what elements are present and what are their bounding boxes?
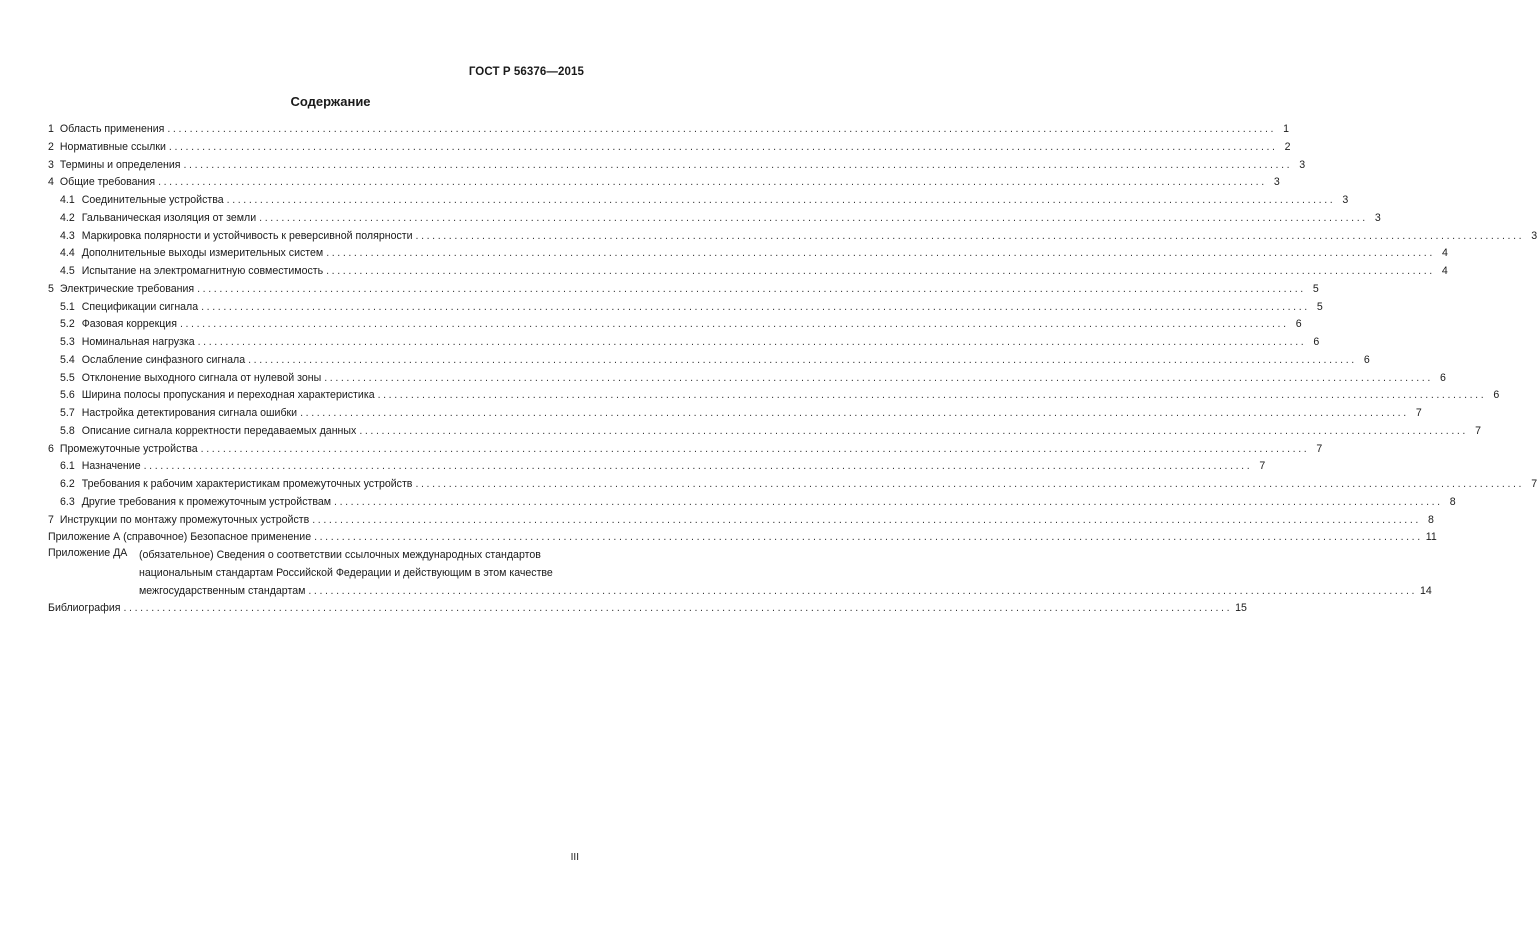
- toc-entry-label: Гальваническая изоляция от земли: [81, 211, 257, 224]
- toc-entry-label: Инструкции по монтажу промежуточных устройств: [59, 513, 310, 526]
- toc-entry[interactable]: [48, 512, 1434, 530]
- toc-entry-page: 6: [1493, 389, 1500, 402]
- toc-entry-text: [60, 334, 195, 352]
- toc-entry-number: 7: [48, 513, 54, 526]
- toc-entry-text: [48, 121, 164, 139]
- toc-entry-label: Ослабление синфазного сигнала: [81, 353, 246, 366]
- toc-leader-dots: ........................................................................................................................................................................................................: [123, 602, 1233, 615]
- toc-entry-prefix: Приложение ДА: [48, 547, 128, 559]
- toc-entry-line: национальным стандартам Российской Федерации и действующим в этом качестве: [139, 566, 553, 579]
- toc-entry-number: 1: [48, 123, 54, 135]
- toc-entry-label: Ширина полосы пропускания и переходная характеристика: [81, 389, 375, 402]
- toc-entry-text: [60, 299, 198, 317]
- toc-leader-dots: ........................................................................................................................................................................................................: [415, 478, 1525, 490]
- toc-leader-dots: ........................................................................................................................................................................................................: [167, 123, 1277, 135]
- toc-entry-label: Промежуточные устройства: [59, 442, 198, 455]
- toc-entry-number: 5.7: [60, 407, 75, 419]
- toc-entry[interactable]: [48, 316, 1302, 334]
- toc-entry-number: 4.1: [60, 194, 75, 206]
- toc-leader-dots: ........................................................................................................................................................................................................: [377, 389, 1487, 402]
- toc-entry-number: 3: [48, 158, 54, 171]
- toc-leader-dots: ........................................................................................................................................................................................................: [143, 460, 1253, 473]
- toc-entry-number: 5.4: [60, 353, 75, 366]
- toc-title: Содержание: [290, 94, 371, 109]
- toc-entry-number: 5.5: [60, 371, 75, 384]
- toc-entry-number: 5.3: [60, 336, 75, 348]
- toc-leader-dots: ........................................................................................................................................................................................................: [324, 371, 1433, 384]
- toc-entry[interactable]: [48, 121, 1290, 139]
- toc-leader-dots: ........................................................................................................................................................................................................: [259, 211, 1368, 224]
- toc-entry-text: [60, 228, 413, 246]
- toc-entry[interactable]: [48, 441, 1323, 459]
- toc-entry-page: 3: [1374, 211, 1381, 224]
- toc-leader-dots: ........................................................................................................................................................................................................: [168, 140, 1278, 153]
- toc-entry-label: Дополнительные выходы измерительных систем: [81, 247, 324, 260]
- toc-entry-page: 6: [1363, 353, 1370, 366]
- toc-entry-line: межгосударственным стандартам: [139, 584, 306, 597]
- toc-entry-label: Назначение: [81, 460, 141, 473]
- toc-entry-number: 5.1: [60, 300, 75, 313]
- page-number: III: [570, 852, 579, 863]
- toc-entry[interactable]: [48, 157, 1306, 175]
- toc-entry-label: Нормативные ссылки: [59, 140, 166, 153]
- toc-leader-dots: ........................................................................................................................................................................................................: [200, 442, 1310, 455]
- toc-entry[interactable]: [48, 281, 1319, 299]
- toc-leader-dots: ........................................................................................................................................................................................................: [326, 265, 1435, 277]
- toc-entry-label: Описание сигнала корректности передаваемых данных: [81, 424, 357, 437]
- toc-entry-number: 6: [48, 442, 54, 455]
- toc-entry-text: [60, 316, 177, 334]
- toc-entry[interactable]: [48, 174, 1280, 192]
- toc-leader-dots: ........................................................................................................................................................................................................: [314, 531, 1423, 544]
- toc-entry[interactable]: [48, 245, 1448, 263]
- toc-entry[interactable]: [48, 210, 1381, 228]
- toc-leader-dots: ........................................................................................................................................................................................................: [158, 176, 1267, 189]
- toc-entry[interactable]: [48, 263, 1448, 281]
- toc-entry-label: Маркировка полярности и устойчивость к реверсивной полярности: [81, 229, 413, 242]
- toc-entry-label: Настройка детектирования сигнала ошибки: [81, 407, 298, 419]
- toc-entry-text: [60, 352, 245, 370]
- toc-leader-dots: ........................................................................................................................................................................................................: [326, 247, 1435, 260]
- toc-entry[interactable]: [48, 299, 1323, 317]
- toc-leader-dots: ........................................................................................................................................................................................................: [197, 336, 1307, 348]
- toc-leader-dots: ........................................................................................................................................................................................................: [312, 513, 1421, 526]
- toc-entry-number: 4.5: [60, 265, 75, 277]
- toc-entry[interactable]: [48, 494, 1456, 512]
- toc-leader-dots: ........................................................................................................................................................................................................: [197, 282, 1306, 295]
- toc-entry-page: 6: [1313, 336, 1320, 348]
- toc-entry[interactable]: [48, 476, 1537, 494]
- toc-entry-page: 7: [1316, 442, 1323, 455]
- toc-entry-number: 5.2: [60, 318, 75, 331]
- toc-entry-text: [60, 405, 297, 423]
- toc-entry-text: [48, 174, 155, 192]
- toc-entry-label: Электрические требования: [59, 282, 195, 295]
- toc-entry-page: 1: [1283, 123, 1290, 135]
- toc-entry-page: 6: [1295, 318, 1302, 331]
- toc-entry-page: 7: [1531, 478, 1537, 490]
- toc-entry-page: 5: [1316, 300, 1323, 313]
- toc-entry-text: [48, 281, 194, 299]
- toc-entry-appendix-da[interactable]: [48, 547, 1432, 600]
- table-of-contents: [48, 121, 1537, 618]
- toc-entry-number: 4.4: [60, 247, 75, 260]
- toc-entry-page: 7: [1259, 460, 1266, 473]
- toc-entry-label: Отклонение выходного сигнала от нулевой зоны: [81, 371, 322, 384]
- toc-entry-page: 7: [1415, 407, 1422, 419]
- toc-entry-page: 4: [1441, 247, 1448, 260]
- toc-entry-number: 6.1: [60, 460, 75, 473]
- toc-entry-number: 5.6: [60, 389, 75, 402]
- toc-entry-number: 4.2: [60, 211, 75, 224]
- toc-entry-page: 4: [1441, 265, 1448, 277]
- toc-leader-dots: ........................................................................................................................................................................................................: [183, 158, 1293, 171]
- toc-entry-number: 6.2: [60, 478, 75, 490]
- toc-entry-page: 5: [1312, 282, 1319, 295]
- toc-entry-bibliography[interactable]: [48, 600, 1247, 618]
- toc-entry[interactable]: [48, 139, 1291, 157]
- toc-leader-dots: ........................................................................................................................................................................................................: [248, 353, 1357, 366]
- toc-entry-text: [60, 210, 256, 228]
- toc-entry-text: Приложение А (справочное) Безопасное применение: [48, 531, 312, 544]
- toc-entry-text: [60, 494, 331, 512]
- toc-entry-text: [60, 263, 323, 281]
- toc-entry-text: Библиография: [48, 602, 121, 615]
- toc-entry-page: 3: [1299, 158, 1306, 171]
- toc-entry-text: [60, 192, 224, 210]
- toc-entry-page: 2: [1284, 140, 1291, 153]
- toc-leader-dots: ........................................................................................................................................................................................................: [226, 194, 1336, 206]
- document-code: ГОСТ Р 56376—2015: [468, 66, 584, 78]
- toc-entry-text: [60, 458, 141, 476]
- toc-entry-number: 6.3: [60, 495, 75, 508]
- toc-leader-dots: ........................................................................................................................................................................................................: [334, 495, 1443, 508]
- toc-leader-dots: ........................................................................................................................................................................................................: [308, 584, 1418, 597]
- toc-entry-text: [60, 245, 323, 263]
- toc-entry[interactable]: [48, 423, 1481, 441]
- toc-entry-number: 2: [48, 140, 54, 153]
- toc-entry-text: [60, 387, 375, 405]
- toc-entry[interactable]: [48, 387, 1500, 405]
- toc-entry-page: 6: [1439, 371, 1446, 384]
- toc-entry[interactable]: [48, 405, 1422, 423]
- toc-entry-label: Область применения: [59, 123, 165, 135]
- toc-entry-text: [48, 512, 309, 530]
- toc-leader-dots: ........................................................................................................................................................................................................: [300, 407, 1409, 419]
- toc-entry-page: 3: [1342, 194, 1349, 206]
- toc-entry-label: Требования к рабочим характеристикам промежуточных устройств: [81, 478, 413, 490]
- toc-entry[interactable]: [48, 228, 1537, 246]
- toc-leader-dots: ........................................................................................................................................................................................................: [359, 424, 1468, 437]
- toc-entry-text: [48, 441, 198, 459]
- toc-entry-label: Другие требования к промежуточным устройствам: [81, 495, 332, 508]
- toc-entry-page: 15: [1235, 602, 1247, 615]
- toc-entry[interactable]: [48, 352, 1370, 370]
- toc-entry[interactable]: [48, 370, 1446, 388]
- toc-entry-label: Испытание на электромагнитную совместимость: [81, 265, 324, 277]
- toc-entry-text: [60, 423, 356, 441]
- toc-entry-page: 8: [1428, 513, 1434, 526]
- toc-entry-line: (обязательное) Сведения о соответствии ссылочных международных стандартов: [139, 549, 541, 561]
- toc-entry-text: [60, 370, 321, 388]
- toc-leader-dots: ........................................................................................................................................................................................................: [201, 300, 1310, 313]
- toc-entry-page: 14: [1420, 584, 1432, 597]
- toc-entry-label: Спецификации сигнала: [81, 300, 199, 313]
- toc-entry-number: 4: [48, 176, 54, 189]
- toc-entry-text: [48, 157, 181, 175]
- toc-entry-page: 3: [1273, 176, 1280, 189]
- toc-entry-page: 3: [1531, 229, 1537, 242]
- toc-entry-appendix-a[interactable]: [48, 529, 1437, 547]
- toc-entry-label: Соединительные устройства: [81, 194, 224, 206]
- toc-entry-number: 5.8: [60, 424, 75, 437]
- toc-entry-label: Общие требования: [59, 176, 156, 189]
- toc-entry-label: Фазовая коррекция: [81, 318, 177, 331]
- toc-entry-text: [60, 476, 412, 494]
- toc-entry-label: Номинальная нагрузка: [81, 336, 195, 348]
- toc-entry-number: 5: [48, 282, 54, 295]
- toc-entry[interactable]: [48, 192, 1349, 210]
- toc-entry[interactable]: [48, 458, 1266, 476]
- toc-entry-page: 8: [1449, 495, 1456, 508]
- toc-entry-label: Термины и определения: [59, 158, 181, 171]
- toc-entry-page: 7: [1475, 424, 1481, 437]
- toc-entry[interactable]: [48, 334, 1320, 352]
- toc-entry-page: 11: [1425, 531, 1437, 544]
- toc-leader-dots: ........................................................................................................................................................................................................: [179, 318, 1289, 331]
- toc-entry-number: 4.3: [60, 229, 75, 242]
- toc-leader-dots: ........................................................................................................................................................................................................: [415, 229, 1525, 242]
- toc-entry-text: [48, 139, 166, 157]
